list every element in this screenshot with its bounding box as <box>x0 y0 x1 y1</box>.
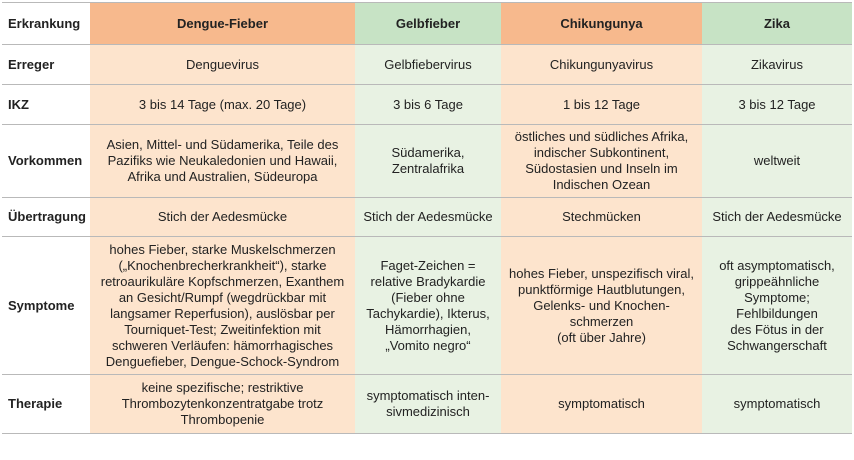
table-cell <box>501 125 702 198</box>
header-chikungunya: Chikungunya <box>501 3 702 45</box>
header-zika: Zika <box>702 3 852 45</box>
table-cell <box>702 125 852 198</box>
cell-text: 1 bis 12 Tage <box>562 96 641 112</box>
header-dengue: Dengue-Fieber <box>90 3 355 45</box>
table-cell <box>501 45 702 85</box>
cell-text: 3 bis 14 Tage (max. 20 Tage) <box>138 96 307 112</box>
table-cell <box>702 237 852 375</box>
cell-text: symptomatisch <box>733 396 821 411</box>
cell-text: hohes Fieber, unspezifisch viral, punktförmige Hautblutungen, Gelenks- und Knochen- schmerzen (oft über Jahre) <box>509 265 694 345</box>
table-cell <box>90 237 355 375</box>
header-row-label: Erkrankung <box>2 3 90 45</box>
table-cell <box>355 85 501 125</box>
cell-text: östliches und südliches Afrika, indischer Subkontinent, Südostasien und Inseln im Indischen Ozean <box>514 129 689 192</box>
table-row-vorkommen <box>2 125 852 198</box>
cell-text: Gelbfiebervirus <box>384 56 472 72</box>
table-cell <box>90 125 355 198</box>
cell-text: Zikavirus <box>750 56 803 72</box>
table-cell <box>90 198 355 237</box>
cell-text: 3 bis 12 Tage <box>738 96 816 112</box>
cell-text: Südamerika, Zentralafrika <box>391 145 465 176</box>
cell-text: Faget-Zeichen = relative Bradykardie (Fieber ohne Tachykardie), Ikterus, Hämorrhagien, „Vomito negro“ <box>366 257 490 353</box>
table-row-therapie <box>2 375 852 434</box>
row-label: Therapie <box>2 375 90 434</box>
table-cell <box>702 85 852 125</box>
cell-text: keine spezifische; restriktive Thrombozytenkonzentratgabe trotz Thrombopenie <box>121 380 324 427</box>
cell-text: Stich der Aedesmücke <box>157 209 288 224</box>
table-row-erreger <box>2 45 852 85</box>
cell-text: weltweit <box>753 153 801 168</box>
row-label: IKZ <box>2 85 90 125</box>
table-cell <box>355 198 501 237</box>
table-cell <box>355 237 501 375</box>
header-gelbfieber: Gelbfieber <box>355 3 501 45</box>
table-row-ikz <box>2 85 852 125</box>
table-cell <box>355 125 501 198</box>
table-cell <box>501 85 702 125</box>
table-cell <box>355 375 501 434</box>
cell-text: Stich der Aedesmücke <box>363 209 493 224</box>
table-cell <box>702 375 852 434</box>
cell-text: Asien, Mittel- und Südamerika, Teile des Pazifiks wie Neukaledonien und Hawaii, Afrika und Australien, Südeuropa <box>106 137 339 184</box>
cell-text: 3 bis 6 Tage <box>393 96 463 112</box>
table-cell <box>90 45 355 85</box>
table-cell <box>702 198 852 237</box>
row-label: Vorkommen <box>2 125 90 198</box>
cell-text: Stich der Aedesmücke <box>712 209 842 224</box>
row-label: Übertragung <box>2 198 90 237</box>
table-row-symptome <box>2 237 852 375</box>
table-cell <box>501 237 702 375</box>
cell-text: Denguevirus <box>186 56 259 72</box>
header-row <box>2 3 852 45</box>
table-cell <box>90 375 355 434</box>
table-row-uebertragung <box>2 198 852 237</box>
cell-text: Chikungunyavirus <box>549 56 654 72</box>
cell-text: symptomatisch <box>558 396 645 411</box>
cell-text: hohes Fieber, starke Muskelschmerzen („Knochenbrecherkrankheit“), starke retroaurikuläre Kopfschmerzen, Exanthem an Gesicht/Rumpf (wegdrückbar mit langsamer Reperfusion), auslösbar per Tourniquet-Test; Zweitinfektion mit schweren Verläufen: hämorrhagisches Denguefieber, Dengue-Schock-Syndrom <box>100 241 345 369</box>
table-cell <box>90 85 355 125</box>
table-cell <box>501 375 702 434</box>
table-cell <box>355 45 501 85</box>
row-label: Erreger <box>2 45 90 85</box>
cell-text: Stechmücken <box>562 209 641 224</box>
cell-text: oft asymptomatisch, grippeähnliche Symptome; Fehlbildungen des Fötus in der Schwangerschaft <box>719 257 835 353</box>
table-cell <box>501 198 702 237</box>
disease-comparison-table <box>2 2 852 434</box>
cell-text: symptomatisch inten- sivmedizinisch <box>366 388 490 419</box>
table-cell <box>702 45 852 85</box>
row-label: Symptome <box>2 237 90 375</box>
